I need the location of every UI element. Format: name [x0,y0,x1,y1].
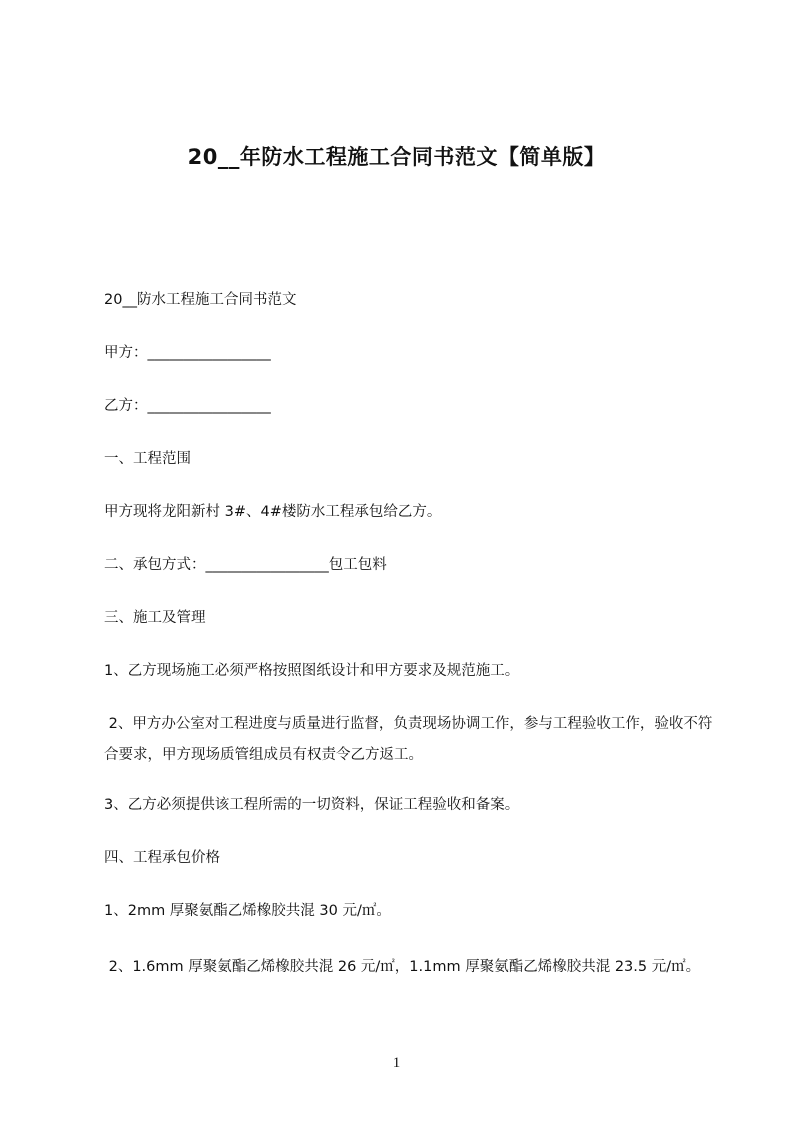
section-2-heading: 二、承包方式：_________________包工包料 [104,557,387,573]
section-3-item-3: 3、乙方必须提供该工程所需的一切资料，保证工程验收和备案。 [104,797,520,813]
document-subtitle: 20__防水工程施工合同书范文 [104,292,297,308]
section-4-item-2: 2、1.6mm 厚聚氨酯乙烯橡胶共混 26 元/㎡，1.1mm 厚聚氨酯乙烯橡胶共混 23.5 元/㎡。 [104,959,701,975]
party-b-line: 乙方：_________________ [104,398,271,414]
page-number: 1 [392,1055,401,1071]
section-3-heading: 三、施工及管理 [104,610,206,626]
section-1-text: 甲方现将龙阳新村 3#、4#楼防水工程承包给乙方。 [104,504,442,520]
section-3-item-2: 2、甲方办公室对工程进度与质量进行监督，负责现场协调工作，参与工程验收工作，验收不符合要求，甲方现场质管组成员有权责令乙方返工。 [104,716,713,763]
page-title: 20__年防水工程施工合同书范文【简单版】 [187,145,606,169]
section-4-heading: 四、工程承包价格 [104,850,220,866]
section-3-item-1: 1、乙方现场施工必须严格按照图纸设计和甲方要求及规范施工。 [104,663,520,679]
party-a-line: 甲方：_________________ [104,345,271,361]
section-4-item-1: 1、2mm 厚聚氨酯乙烯橡胶共混 30 元/㎡。 [104,903,391,919]
section-1-heading: 一、工程范围 [104,451,191,467]
